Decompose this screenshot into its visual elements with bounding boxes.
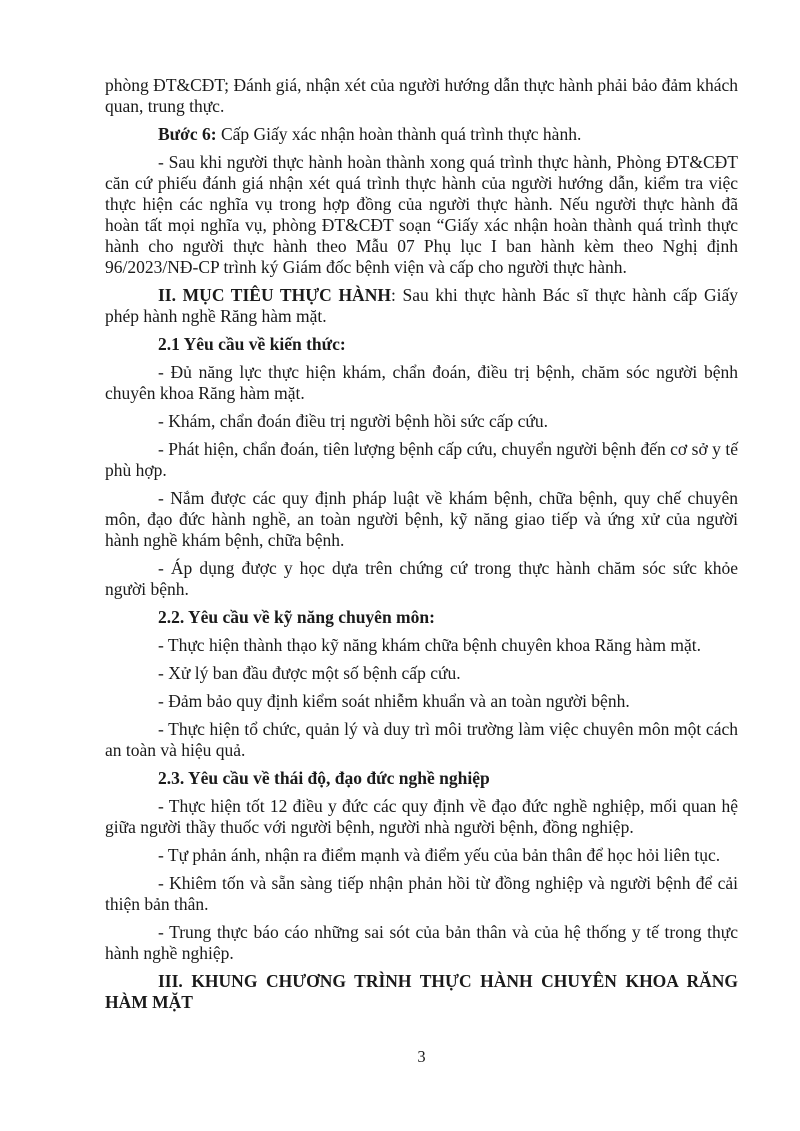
step6-text: Cấp Giấy xác nhận hoàn thành quá trình thực hành. (220, 124, 582, 144)
section-2-1-item: - Khám, chẩn đoán điều trị người bệnh hồi sức cấp cứu. (158, 411, 549, 431)
section-2-2-heading: 2.2. Yêu cầu về kỹ năng chuyên môn: (158, 607, 435, 627)
section-ii-text: : Sau khi thực hành Bác sĩ thực hành cấp Giấy phép hành nghề Răng hàm mặt. (105, 285, 738, 326)
section-2-1-item: - Phát hiện, chẩn đoán, tiên lượng bệnh cấp cứu, chuyển người bệnh đến cơ sở y tế phù hợp. (105, 439, 738, 480)
section-2-1-heading: 2.1 Yêu cầu về kiến thức: (158, 334, 346, 354)
section-2-3-item: - Trung thực báo cáo những sai sót của bản thân và của hệ thống y tế trong thực hành nghề nghiệp. (105, 922, 738, 963)
section-2-2-item: - Xử lý ban đầu được một số bệnh cấp cứu. (158, 663, 461, 683)
section-iii-heading: III. KHUNG CHƯƠNG TRÌNH THỰC HÀNH CHUYÊN KHOA RĂNG HÀM MẶT (105, 971, 738, 1012)
section-2-1-item: - Áp dụng được y học dựa trên chứng cứ trong thực hành chăm sóc sức khỏe người bệnh. (105, 558, 738, 599)
section-2-1-item: - Đủ năng lực thực hiện khám, chẩn đoán, điều trị bệnh, chăm sóc người bệnh chuyên khoa Răng hàm mặt. (105, 362, 738, 403)
section-2-1-item: - Nắm được các quy định pháp luật về khám bệnh, chữa bệnh, quy chế chuyên môn, đạo đức hành nghề, an toàn người bệnh, kỹ năng giao tiếp và ứng xử của người hành nghề khám bệnh, chữa bệnh. (105, 488, 738, 550)
section-2-3-heading: 2.3. Yêu cầu về thái độ, đạo đức nghề nghiệp (158, 768, 490, 788)
section-2-2-item: - Thực hiện tổ chức, quản lý và duy trì môi trường làm việc chuyên môn một cách an toàn và hiệu quả. (105, 719, 738, 760)
page-number: 3 (417, 1047, 426, 1066)
section-ii-heading: II. MỤC TIÊU THỰC HÀNH (158, 285, 391, 305)
section-2-2-item: - Đảm bảo quy định kiểm soát nhiễm khuẩn và an toàn người bệnh. (158, 691, 630, 711)
section-2-3-item: - Tự phản ánh, nhận ra điểm mạnh và điểm yếu của bản thân để học hỏi liên tục. (158, 845, 721, 865)
section-2-3-item: - Thực hiện tốt 12 điều y đức các quy định về đạo đức nghề nghiệp, mối quan hệ giữa người thầy thuốc với người bệnh, người nhà người bệnh, đồng nghiệp. (105, 796, 738, 837)
section-2-2-item: - Thực hiện thành thạo kỹ năng khám chữa bệnh chuyên khoa Răng hàm mặt. (158, 635, 702, 655)
step6-label: Bước 6: (158, 124, 217, 144)
section-2-3-item: - Khiêm tốn và sẵn sàng tiếp nhận phản hồi từ đồng nghiệp và người bệnh để cải thiện bản thân. (105, 873, 738, 914)
section-ii-paragraph (105, 285, 738, 327)
paragraph-continuation: phòng ĐT&CĐT; Đánh giá, nhận xét của người hướng dẫn thực hành phải bảo đảm khách quan, trung thực. (105, 75, 738, 116)
step6-detail-paragraph: - Sau khi người thực hành hoàn thành xong quá trình thực hành, Phòng ĐT&CĐT căn cứ phiếu đánh giá nhận xét quá trình thực hành của người hướng dẫn, kiểm tra việc thực hiện các nghĩa vụ trong hợp đồng của người thực hành. Nếu người thực hành đã hoàn tất mọi nghĩa vụ, phòng ĐT&CĐT soạn “Giấy xác nhận hoàn thành quá trình thực hành cho người thực hành theo Mẫu 07 Phụ lục I ban hành kèm theo Nghị định 96/2023/NĐ-CP trình ký Giám đốc bệnh viện và cấp cho người thực hành. (105, 152, 738, 277)
step6-paragraph (105, 124, 738, 145)
